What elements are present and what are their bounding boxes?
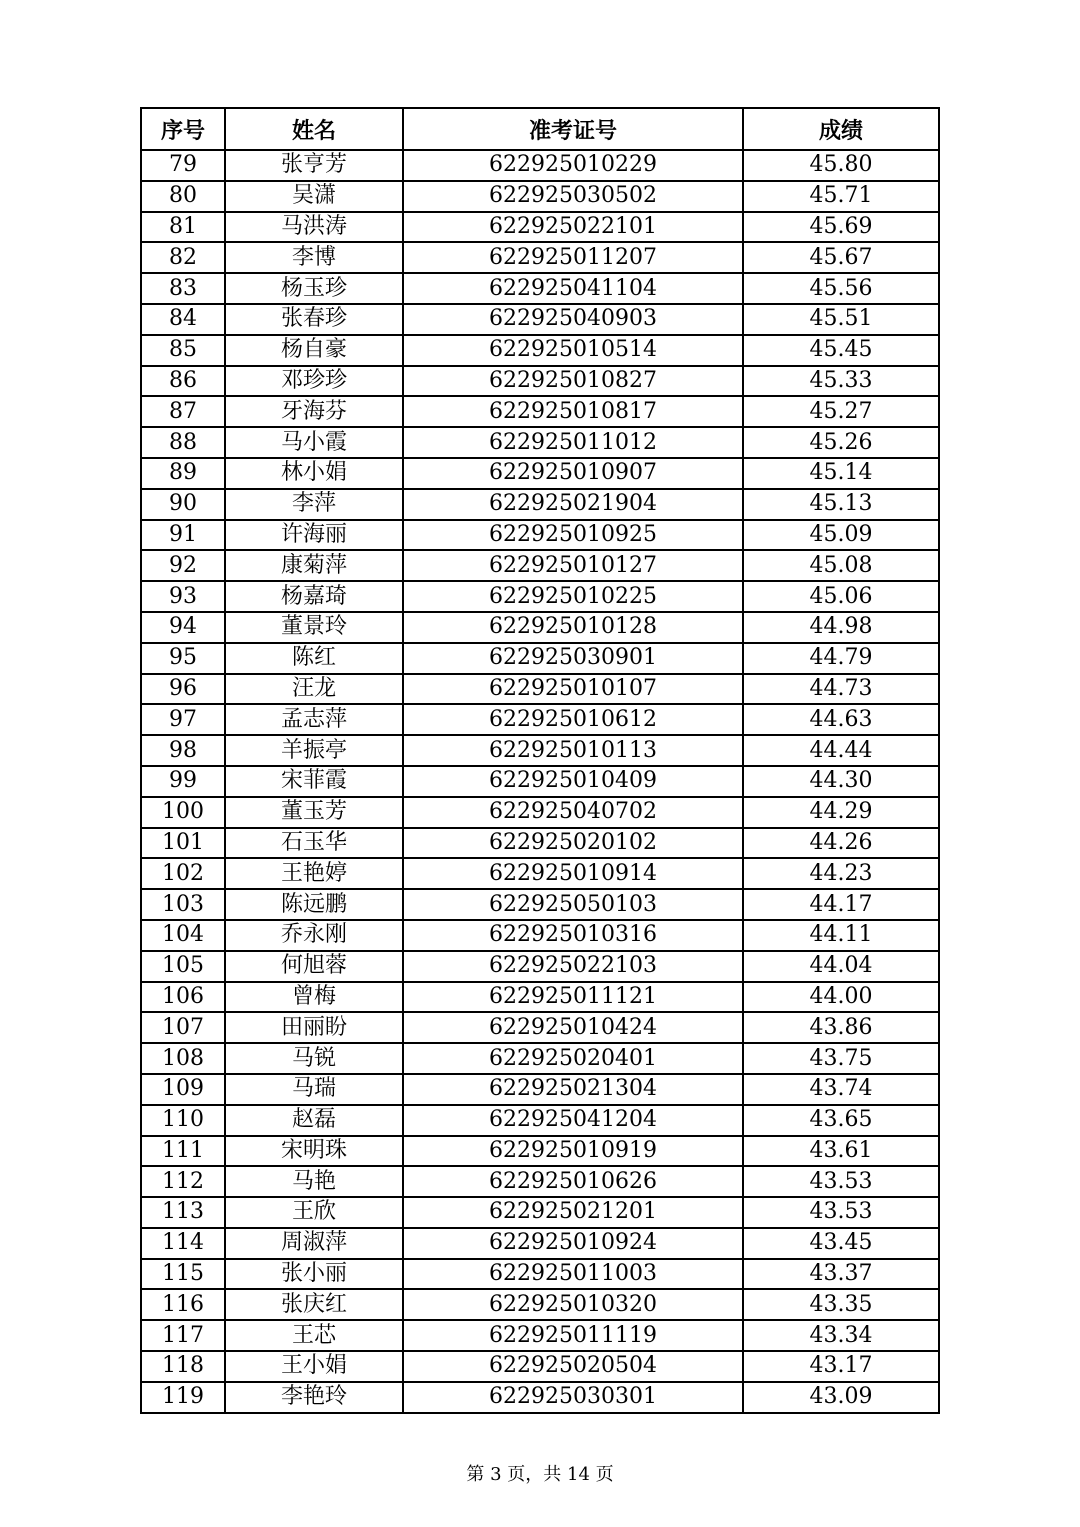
cell-ticket-number: 622925010919 — [403, 1136, 743, 1167]
table-row — [141, 273, 939, 304]
cell-seq: 115 — [141, 1259, 225, 1290]
cell-score: 44.26 — [743, 828, 939, 859]
cell-score: 45.08 — [743, 550, 939, 581]
cell-seq: 116 — [141, 1289, 225, 1320]
cell-name: 孟志萍 — [225, 704, 403, 735]
cell-ticket-number: 622925010514 — [403, 335, 743, 366]
cell-seq: 92 — [141, 550, 225, 581]
cell-name: 李萍 — [225, 489, 403, 520]
cell-name: 王芯 — [225, 1320, 403, 1351]
table-row — [141, 982, 939, 1013]
cell-seq: 99 — [141, 766, 225, 797]
cell-ticket-number: 622925010128 — [403, 612, 743, 643]
cell-score: 44.11 — [743, 920, 939, 951]
cell-seq: 93 — [141, 581, 225, 612]
cell-seq: 90 — [141, 489, 225, 520]
cell-ticket-number: 622925011003 — [403, 1259, 743, 1290]
cell-ticket-number: 622925010424 — [403, 1012, 743, 1043]
cell-seq: 97 — [141, 704, 225, 735]
cell-ticket-number: 622925020401 — [403, 1043, 743, 1074]
cell-seq: 102 — [141, 858, 225, 889]
cell-seq: 112 — [141, 1166, 225, 1197]
table-row — [141, 1136, 939, 1167]
cell-seq: 110 — [141, 1105, 225, 1136]
cell-score: 43.61 — [743, 1136, 939, 1167]
cell-name: 羊振亭 — [225, 735, 403, 766]
cell-score: 45.67 — [743, 242, 939, 273]
cell-seq: 81 — [141, 212, 225, 243]
cell-seq: 103 — [141, 889, 225, 920]
cell-name: 董景玲 — [225, 612, 403, 643]
table-row — [141, 1166, 939, 1197]
cell-seq: 96 — [141, 674, 225, 705]
table-row — [141, 766, 939, 797]
cell-seq: 88 — [141, 427, 225, 458]
table-row — [141, 366, 939, 397]
cell-ticket-number: 622925011119 — [403, 1320, 743, 1351]
cell-name: 董玉芳 — [225, 797, 403, 828]
table-row — [141, 1289, 939, 1320]
table-row — [141, 1382, 939, 1413]
cell-ticket-number: 622925020504 — [403, 1351, 743, 1382]
cell-score: 43.65 — [743, 1105, 939, 1136]
table-row — [141, 1228, 939, 1259]
table-header — [141, 108, 939, 150]
cell-ticket-number: 622925010827 — [403, 366, 743, 397]
cell-name: 张小丽 — [225, 1259, 403, 1290]
cell-ticket-number: 622925010409 — [403, 766, 743, 797]
cell-seq: 95 — [141, 643, 225, 674]
table-row — [141, 396, 939, 427]
table-row — [141, 889, 939, 920]
cell-name: 许海丽 — [225, 520, 403, 551]
cell-ticket-number: 622925010924 — [403, 1228, 743, 1259]
cell-score: 44.00 — [743, 982, 939, 1013]
cell-seq: 85 — [141, 335, 225, 366]
cell-name: 王欣 — [225, 1197, 403, 1228]
cell-ticket-number: 622925041204 — [403, 1105, 743, 1136]
cell-name: 张亨芳 — [225, 150, 403, 181]
table-row — [141, 643, 939, 674]
cell-score: 45.26 — [743, 427, 939, 458]
cell-score: 44.29 — [743, 797, 939, 828]
cell-seq: 91 — [141, 520, 225, 551]
cell-name: 王艳婷 — [225, 858, 403, 889]
cell-score: 44.98 — [743, 612, 939, 643]
cell-ticket-number: 622925041104 — [403, 273, 743, 304]
table-row — [141, 1105, 939, 1136]
cell-seq: 109 — [141, 1074, 225, 1105]
cell-seq: 118 — [141, 1351, 225, 1382]
cell-name: 杨玉珍 — [225, 273, 403, 304]
cell-seq: 111 — [141, 1136, 225, 1167]
cell-name: 王小娟 — [225, 1351, 403, 1382]
cell-name: 田丽盼 — [225, 1012, 403, 1043]
cell-name: 陈远鹏 — [225, 889, 403, 920]
table-row — [141, 828, 939, 859]
cell-name: 宋菲霞 — [225, 766, 403, 797]
cell-score: 44.23 — [743, 858, 939, 889]
cell-ticket-number: 622925040903 — [403, 304, 743, 335]
cell-ticket-number: 622925040702 — [403, 797, 743, 828]
cell-ticket-number: 622925010316 — [403, 920, 743, 951]
cell-seq: 83 — [141, 273, 225, 304]
results-table — [140, 107, 940, 1414]
table-row — [141, 304, 939, 335]
header-ticket-number: 准考证号 — [403, 108, 743, 150]
cell-score: 45.71 — [743, 181, 939, 212]
table-row — [141, 797, 939, 828]
cell-score: 44.73 — [743, 674, 939, 705]
cell-score: 45.27 — [743, 396, 939, 427]
cell-name: 张春珍 — [225, 304, 403, 335]
cell-ticket-number: 622925050103 — [403, 889, 743, 920]
table-row — [141, 1320, 939, 1351]
cell-score: 45.56 — [743, 273, 939, 304]
cell-name: 石玉华 — [225, 828, 403, 859]
cell-name: 李博 — [225, 242, 403, 273]
cell-score: 45.14 — [743, 458, 939, 489]
cell-name: 马艳 — [225, 1166, 403, 1197]
cell-ticket-number: 622925021304 — [403, 1074, 743, 1105]
table-row — [141, 951, 939, 982]
cell-ticket-number: 622925020102 — [403, 828, 743, 859]
cell-name: 吴潇 — [225, 181, 403, 212]
table-row — [141, 1259, 939, 1290]
cell-ticket-number: 622925011012 — [403, 427, 743, 458]
cell-ticket-number: 622925010817 — [403, 396, 743, 427]
header-row — [141, 108, 939, 150]
cell-score: 45.06 — [743, 581, 939, 612]
cell-ticket-number: 622925010626 — [403, 1166, 743, 1197]
table-row — [141, 550, 939, 581]
cell-name: 何旭蓉 — [225, 951, 403, 982]
cell-name: 林小娟 — [225, 458, 403, 489]
cell-score: 44.17 — [743, 889, 939, 920]
cell-score: 45.33 — [743, 366, 939, 397]
table-row — [141, 674, 939, 705]
cell-score: 44.63 — [743, 704, 939, 735]
cell-seq: 89 — [141, 458, 225, 489]
table-row — [141, 150, 939, 181]
cell-score: 45.80 — [743, 150, 939, 181]
cell-score: 45.13 — [743, 489, 939, 520]
cell-score: 43.34 — [743, 1320, 939, 1351]
table-row — [141, 1043, 939, 1074]
cell-seq: 108 — [141, 1043, 225, 1074]
cell-name: 马瑞 — [225, 1074, 403, 1105]
cell-name: 牙海芬 — [225, 396, 403, 427]
table-row — [141, 704, 939, 735]
table-row — [141, 1351, 939, 1382]
cell-seq: 113 — [141, 1197, 225, 1228]
cell-seq: 117 — [141, 1320, 225, 1351]
header-score: 成绩 — [743, 108, 939, 150]
cell-seq: 98 — [141, 735, 225, 766]
cell-score: 43.37 — [743, 1259, 939, 1290]
cell-name: 李艳玲 — [225, 1382, 403, 1413]
cell-seq: 104 — [141, 920, 225, 951]
cell-seq: 101 — [141, 828, 225, 859]
cell-name: 马洪涛 — [225, 212, 403, 243]
cell-ticket-number: 622925022101 — [403, 212, 743, 243]
cell-ticket-number: 622925010225 — [403, 581, 743, 612]
table-row — [141, 612, 939, 643]
cell-score: 43.17 — [743, 1351, 939, 1382]
cell-score: 44.04 — [743, 951, 939, 982]
cell-ticket-number: 622925010612 — [403, 704, 743, 735]
table-row — [141, 212, 939, 243]
cell-name: 陈红 — [225, 643, 403, 674]
cell-ticket-number: 622925011207 — [403, 242, 743, 273]
table-row — [141, 920, 939, 951]
cell-ticket-number: 622925010907 — [403, 458, 743, 489]
cell-ticket-number: 622925011121 — [403, 982, 743, 1013]
cell-ticket-number: 622925010229 — [403, 150, 743, 181]
cell-ticket-number: 622925021904 — [403, 489, 743, 520]
cell-name: 杨嘉琦 — [225, 581, 403, 612]
cell-seq: 107 — [141, 1012, 225, 1043]
table-row — [141, 1012, 939, 1043]
cell-seq: 86 — [141, 366, 225, 397]
cell-score: 45.09 — [743, 520, 939, 551]
cell-ticket-number: 622925030901 — [403, 643, 743, 674]
table-body — [141, 150, 939, 1413]
cell-name: 张庆红 — [225, 1289, 403, 1320]
cell-ticket-number: 622925030502 — [403, 181, 743, 212]
table-row — [141, 489, 939, 520]
cell-name: 康菊萍 — [225, 550, 403, 581]
cell-score: 43.35 — [743, 1289, 939, 1320]
table-row — [141, 581, 939, 612]
cell-score: 45.69 — [743, 212, 939, 243]
table-row — [141, 427, 939, 458]
cell-score: 43.75 — [743, 1043, 939, 1074]
table-row — [141, 242, 939, 273]
cell-name: 曾梅 — [225, 982, 403, 1013]
table-row — [141, 181, 939, 212]
cell-name: 马小霞 — [225, 427, 403, 458]
cell-name: 邓珍珍 — [225, 366, 403, 397]
cell-score: 43.86 — [743, 1012, 939, 1043]
cell-seq: 105 — [141, 951, 225, 982]
cell-seq: 84 — [141, 304, 225, 335]
cell-seq: 114 — [141, 1228, 225, 1259]
cell-score: 43.45 — [743, 1228, 939, 1259]
table-row — [141, 1197, 939, 1228]
cell-name: 杨自豪 — [225, 335, 403, 366]
cell-seq: 80 — [141, 181, 225, 212]
cell-score: 44.30 — [743, 766, 939, 797]
cell-score: 45.45 — [743, 335, 939, 366]
cell-name: 周淑萍 — [225, 1228, 403, 1259]
table-row — [141, 458, 939, 489]
cell-name: 宋明珠 — [225, 1136, 403, 1167]
cell-seq: 119 — [141, 1382, 225, 1413]
cell-score: 43.53 — [743, 1197, 939, 1228]
cell-seq: 79 — [141, 150, 225, 181]
cell-ticket-number: 622925010113 — [403, 735, 743, 766]
cell-seq: 94 — [141, 612, 225, 643]
cell-name: 汪龙 — [225, 674, 403, 705]
cell-score: 44.44 — [743, 735, 939, 766]
table-row — [141, 520, 939, 551]
header-name: 姓名 — [225, 108, 403, 150]
cell-name: 赵磊 — [225, 1105, 403, 1136]
table-row — [141, 858, 939, 889]
cell-ticket-number: 622925010320 — [403, 1289, 743, 1320]
header-seq: 序号 — [141, 108, 225, 150]
cell-ticket-number: 622925030301 — [403, 1382, 743, 1413]
table-row — [141, 335, 939, 366]
page-footer: 第 3 页，共 14 页 — [466, 1464, 614, 1485]
cell-score: 43.09 — [743, 1382, 939, 1413]
table-row — [141, 1074, 939, 1105]
cell-score: 45.51 — [743, 304, 939, 335]
cell-ticket-number: 622925022103 — [403, 951, 743, 982]
cell-name: 马锐 — [225, 1043, 403, 1074]
cell-score: 43.74 — [743, 1074, 939, 1105]
cell-score: 44.79 — [743, 643, 939, 674]
table-row — [141, 735, 939, 766]
cell-ticket-number: 622925021201 — [403, 1197, 743, 1228]
cell-score: 43.53 — [743, 1166, 939, 1197]
cell-name: 乔永刚 — [225, 920, 403, 951]
cell-ticket-number: 622925010107 — [403, 674, 743, 705]
cell-ticket-number: 622925010925 — [403, 520, 743, 551]
cell-seq: 106 — [141, 982, 225, 1013]
cell-seq: 87 — [141, 396, 225, 427]
cell-ticket-number: 622925010127 — [403, 550, 743, 581]
cell-ticket-number: 622925010914 — [403, 858, 743, 889]
cell-seq: 82 — [141, 242, 225, 273]
cell-seq: 100 — [141, 797, 225, 828]
